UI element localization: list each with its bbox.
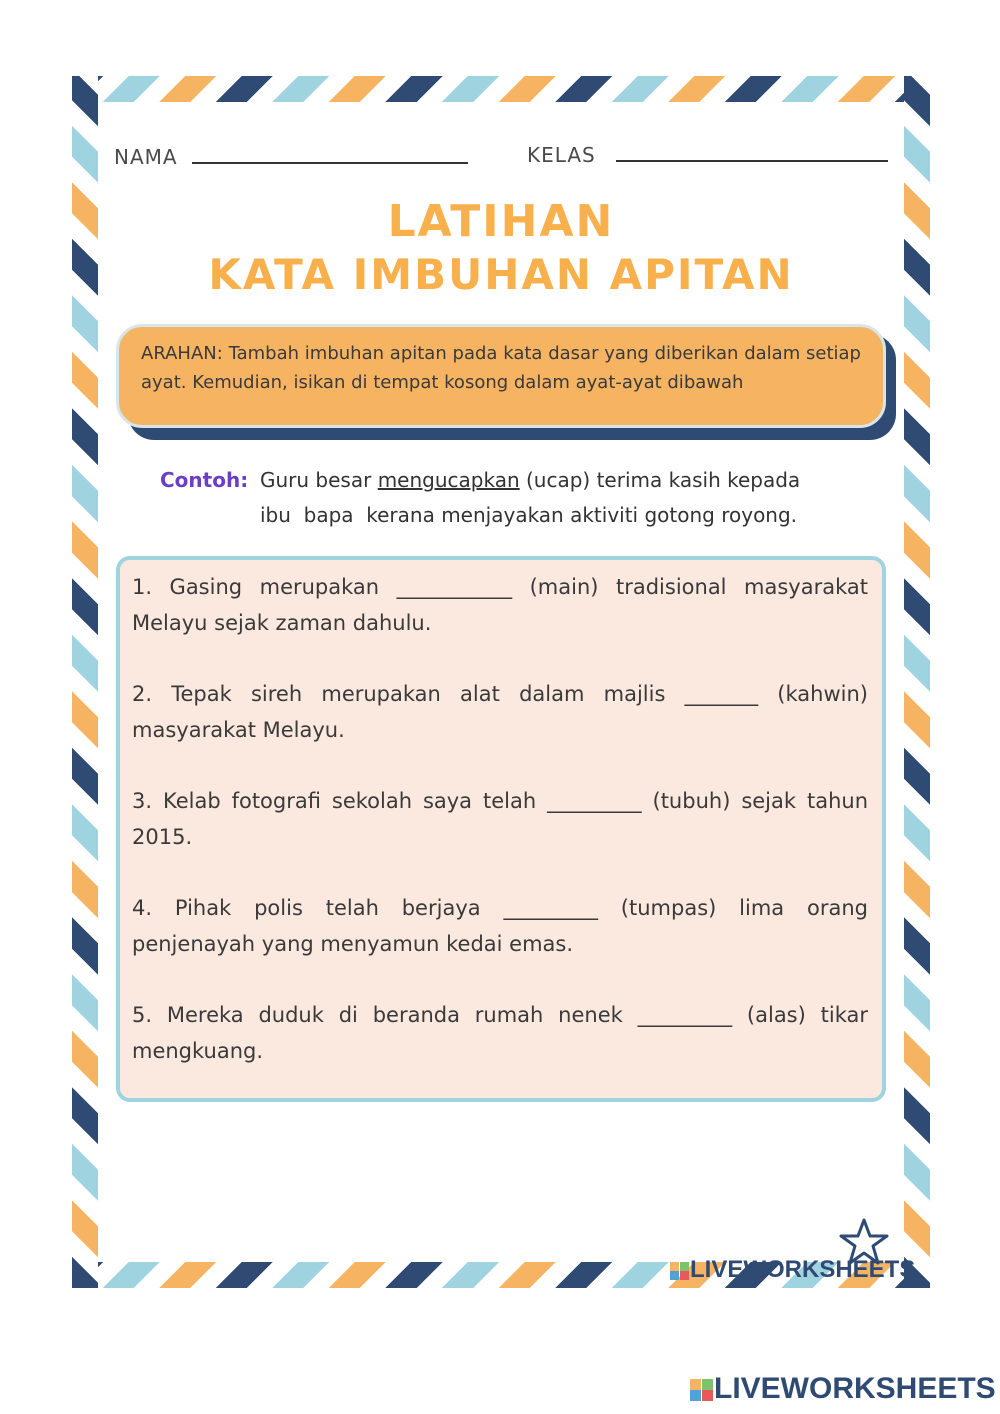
question-3[interactable]: 3. Kelab fotografi sekolah saya telah _________ (tubuh) sejak tahun 2015. [132,789,868,849]
contoh-answer: mengucapkan [377,468,520,492]
airmail-border-top [72,76,930,102]
contoh-line-2: ibu bapa kerana menjayakan aktiviti gotong royong. [260,503,798,527]
logo-text-footer: LIVEWORKSHEETS [714,1372,996,1405]
logo-text-inner: LIVEWORKSHEETS [690,1256,916,1283]
question-5[interactable]: 5. Mereka duduk di beranda rumah nenek _________ (alas) tikar mengkuang. [132,1003,868,1063]
logo-squares-icon [670,1262,690,1280]
arahan-box [116,324,886,428]
page-subtitle: KATA IMBUHAN APITAN [208,250,794,299]
kelas-label: KELAS [527,143,596,167]
airmail-border-left [72,76,98,1288]
liveworksheets-logo-footer[interactable] [690,1372,996,1406]
contoh-before: Guru besar [260,468,378,492]
liveworksheets-logo-inner [670,1256,915,1284]
contoh-line-1 [260,468,800,492]
airmail-border-right [904,76,930,1288]
arahan-text: ARAHAN: Tambah imbuhan apitan pada kata dasar yang diberikan dalam setiap ayat. Kemudian, isikan di tempat kosong dalam ayat-ayat dibawah [141,343,861,393]
kelas-line[interactable] [616,160,888,162]
question-2[interactable]: 2. Tepak sireh merupakan alat dalam majlis _______ (kahwin) masyarakat Melayu. [132,682,868,742]
question-1[interactable]: 1. Gasing merupakan ___________ (main) tradisional masyarakat Melayu sejak zaman dahulu. [132,575,868,635]
page-title: LATIHAN [387,196,615,247]
contoh-label: Contoh: [160,468,249,492]
nama-label: NAMA [114,145,178,169]
nama-line[interactable] [192,162,468,164]
logo-squares-icon [690,1379,714,1401]
question-4[interactable]: 4. Pihak polis telah berjaya _________ (tumpas) lima orang penjenayah yang menyamun kedai emas. [132,896,868,956]
contoh-after: (ucap) terima kasih kepada [519,468,801,492]
